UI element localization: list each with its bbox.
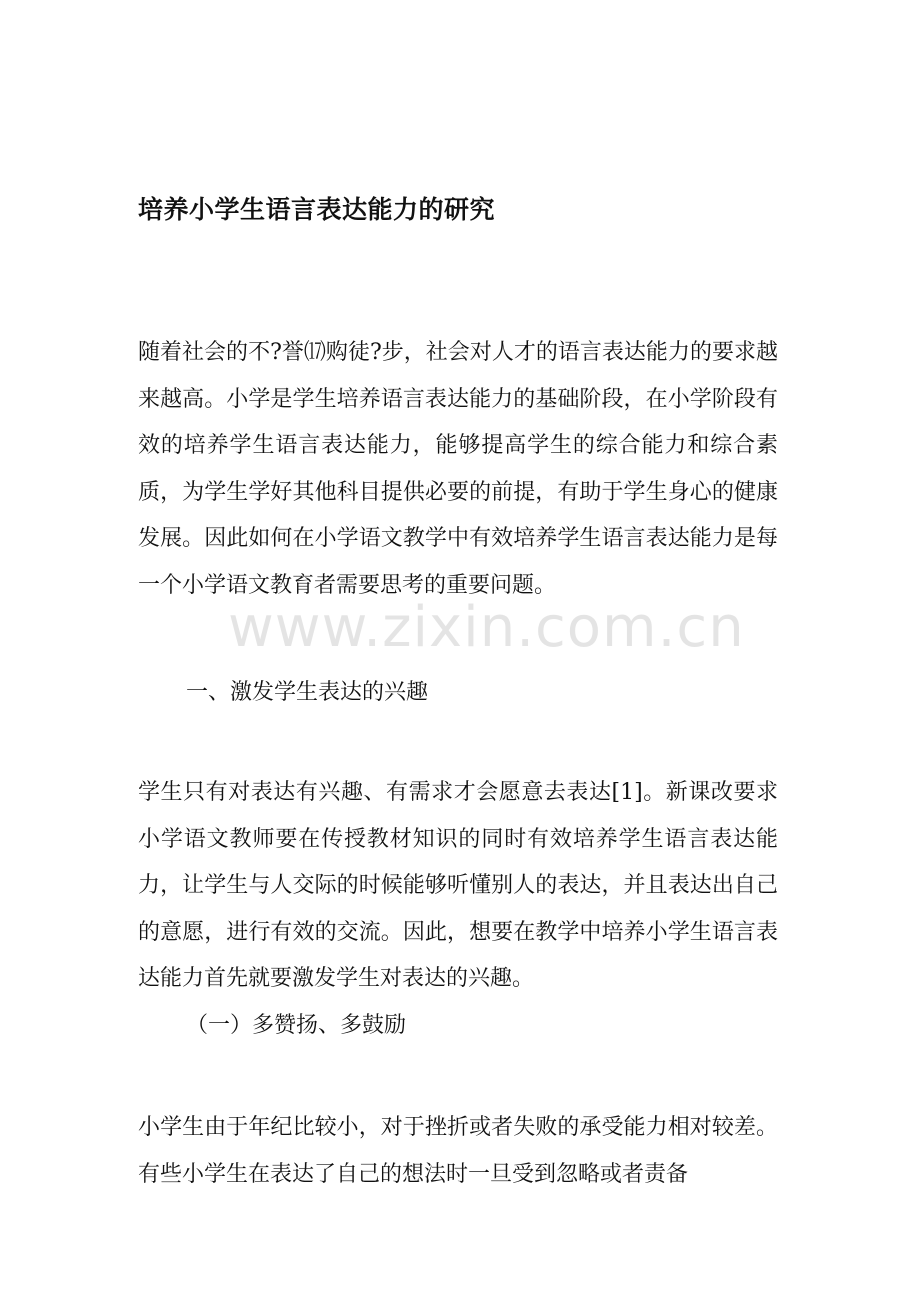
section-paragraph: 学生只有对表达有兴趣、有需求才会愿意去表达[1]。新课改要求小学语文教师要在传授教材知识的同时有效培养学生语言表达能力，让学生与人交际的时候能够听懂别人的表达，并且表达出自己的意愿，进行有效的交流。因此，想要在教学中培养小学生语言表达能力首先就要激发学生对表达的兴趣。 — [138, 780, 778, 991]
watermark-text: www.zixin.com.cn — [228, 595, 745, 660]
subsection-heading: （一）多赞扬、多鼓励 — [186, 1013, 407, 1038]
section-heading: 一、激发学生表达的兴趣 — [186, 680, 429, 705]
subsection-paragraph: 小学生由于年纪比较小，对于挫折或者失败的承受能力相对较差。有些小学生在表达了自己的想法时一旦受到忽略或者责备 — [138, 1115, 778, 1187]
document-title: 培养小学生语言表达能力的研究 — [138, 195, 496, 224]
intro-paragraph: 随着社会的不?誉⒄购徒?步，社会对人才的语言表达能力的要求越来越高。小学是学生培养语言表达能力的基础阶段，在小学阶段有效的培养学生语言表达能力，能够提高学生的综合能力和综合素质，为学生学好其他科目提供必要的前提，有助于学生身心的健康发展。因此如何在小学语文教学中有效培养学生语言表达能力是每一个小学语文教育者需要思考的重要问题。 — [138, 340, 778, 598]
